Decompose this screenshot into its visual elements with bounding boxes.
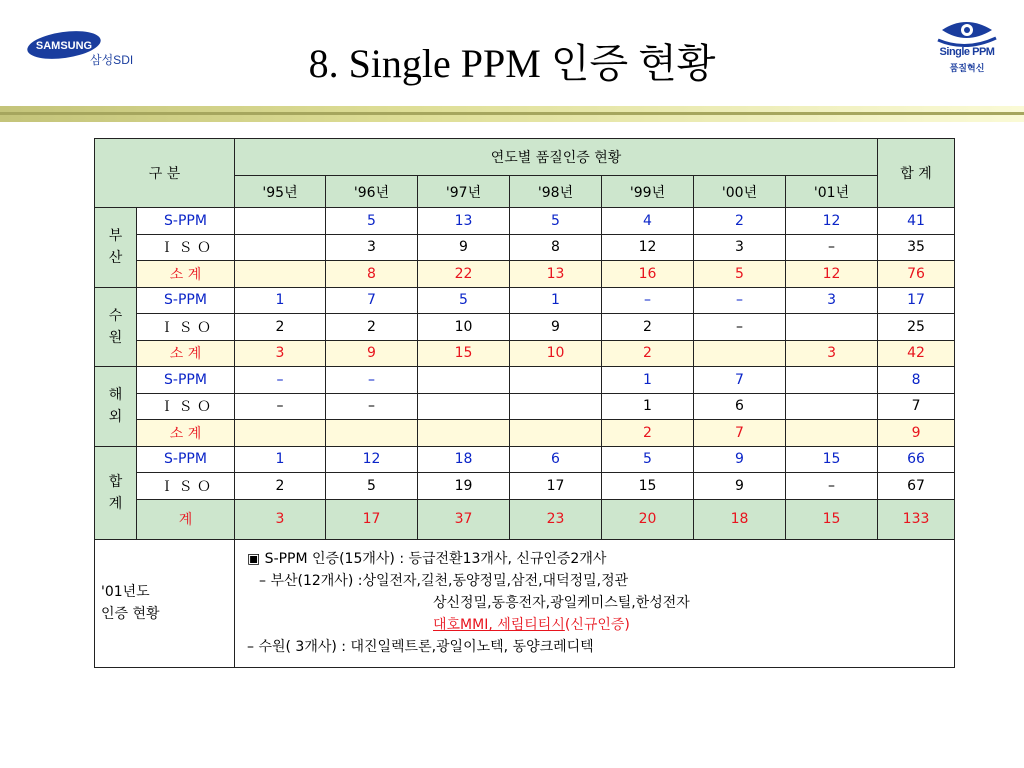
table-cell: 12 bbox=[326, 446, 418, 473]
table-cell: 9 bbox=[510, 314, 602, 341]
table-cell: 15 bbox=[602, 473, 694, 500]
brand-line2: 품질혁신 bbox=[949, 64, 985, 74]
row-label: Ｉ Ｓ Ｏ bbox=[137, 393, 235, 420]
table-cell bbox=[235, 208, 326, 235]
row-total: 66 bbox=[878, 446, 955, 473]
table-cell bbox=[418, 393, 510, 420]
row-label: S-PPM bbox=[137, 287, 235, 314]
table-cell: 5 bbox=[326, 208, 418, 235]
table-cell: 22 bbox=[418, 261, 510, 288]
row-total: 25 bbox=[878, 314, 955, 341]
year-header: '96년 bbox=[326, 176, 418, 208]
row-total: 9 bbox=[878, 420, 955, 447]
table-cell: 2 bbox=[602, 420, 694, 447]
group-label: 수 원 bbox=[95, 287, 137, 367]
table-cell bbox=[326, 420, 418, 447]
new-cert-suffix: (신규인증) bbox=[564, 617, 630, 634]
table-cell bbox=[235, 234, 326, 261]
row-label: 소 계 bbox=[137, 420, 235, 447]
notes-content bbox=[235, 539, 955, 668]
table-cell: 1 bbox=[235, 446, 326, 473]
table-cell bbox=[418, 420, 510, 447]
table-cell bbox=[510, 393, 602, 420]
new-cert-companies: 대호MMI, 세림티티시 bbox=[433, 617, 565, 634]
year-header: '99년 bbox=[602, 176, 694, 208]
row-label: 소 계 bbox=[137, 261, 235, 288]
group-label: 부 산 bbox=[95, 208, 137, 288]
table-cell: 7 bbox=[694, 420, 786, 447]
table-cell: – bbox=[326, 367, 418, 394]
table-cell: 16 bbox=[602, 261, 694, 288]
table-cell: 15 bbox=[418, 340, 510, 367]
table-cell: 13 bbox=[418, 208, 510, 235]
table-cell: – bbox=[235, 393, 326, 420]
table-cell: 2 bbox=[235, 314, 326, 341]
table-cell bbox=[235, 261, 326, 288]
table-cell: 12 bbox=[786, 261, 878, 288]
table-cell: 6 bbox=[694, 393, 786, 420]
notes-line-3: 상신정밀,동흥전자,광일케미스틸,한성전자 bbox=[433, 595, 690, 612]
table-cell: 18 bbox=[694, 499, 786, 539]
table-cell: 9 bbox=[694, 473, 786, 500]
table-cell bbox=[510, 367, 602, 394]
notes-line-1: ▣ S-PPM 인증(15개사) : 등급전환13개사, 신규인증2개사 bbox=[247, 551, 607, 568]
row-total: 133 bbox=[878, 499, 955, 539]
table-cell: 7 bbox=[326, 287, 418, 314]
table-cell: 9 bbox=[694, 446, 786, 473]
year-header: '95년 bbox=[235, 176, 326, 208]
table-cell: 2 bbox=[326, 314, 418, 341]
certification-table bbox=[94, 138, 955, 668]
table-cell: 8 bbox=[510, 234, 602, 261]
notes-year-label: '01년도 인증 현황 bbox=[95, 539, 235, 668]
year-header: '97년 bbox=[418, 176, 510, 208]
table-cell: – bbox=[786, 473, 878, 500]
table-cell: 3 bbox=[786, 287, 878, 314]
table-cell: 2 bbox=[602, 314, 694, 341]
table-cell: – bbox=[694, 287, 786, 314]
table-cell: 18 bbox=[418, 446, 510, 473]
table-cell bbox=[786, 367, 878, 394]
table-cell: 15 bbox=[786, 499, 878, 539]
logo-subtitle: 삼성SDI bbox=[90, 53, 134, 67]
corner-header: 구 분 bbox=[95, 139, 235, 208]
table-cell: 5 bbox=[510, 208, 602, 235]
table-cell bbox=[418, 367, 510, 394]
table-cell: 20 bbox=[602, 499, 694, 539]
page-title: 8. Single PPM 인증 현황 bbox=[308, 41, 716, 86]
table-cell: 5 bbox=[694, 261, 786, 288]
table-cell: 17 bbox=[510, 473, 602, 500]
table-cell: 10 bbox=[418, 314, 510, 341]
row-total: 41 bbox=[878, 208, 955, 235]
table-cell bbox=[694, 340, 786, 367]
notes-line-5: – 수원( 3개사) : 대진일렉트론,광일이노텍, 동양크레디텍 bbox=[247, 639, 594, 656]
table-cell: 1 bbox=[235, 287, 326, 314]
total-header: 합 계 bbox=[878, 139, 955, 208]
table-cell bbox=[235, 420, 326, 447]
row-label: Ｉ Ｓ Ｏ bbox=[137, 234, 235, 261]
year-header: '00년 bbox=[694, 176, 786, 208]
row-label: S-PPM bbox=[137, 208, 235, 235]
row-label: 소 계 bbox=[137, 340, 235, 367]
logo-text: SAMSUNG bbox=[35, 40, 93, 52]
table-cell: 7 bbox=[694, 367, 786, 394]
table-cell: 10 bbox=[510, 340, 602, 367]
table-cell: 5 bbox=[602, 446, 694, 473]
table-cell: 12 bbox=[786, 208, 878, 235]
table-cell: 1 bbox=[602, 393, 694, 420]
table-cell: 23 bbox=[510, 499, 602, 539]
row-label: S-PPM bbox=[137, 367, 235, 394]
table-cell: 5 bbox=[418, 287, 510, 314]
table-cell: – bbox=[326, 393, 418, 420]
table-cell: 13 bbox=[510, 261, 602, 288]
table-cell: 2 bbox=[602, 340, 694, 367]
row-total: 67 bbox=[878, 473, 955, 500]
table-cell: 6 bbox=[510, 446, 602, 473]
table-cell bbox=[786, 314, 878, 341]
table-cell: – bbox=[602, 287, 694, 314]
brand-line1: Single PPM bbox=[939, 46, 995, 58]
table-cell: 12 bbox=[602, 234, 694, 261]
table-cell: 37 bbox=[418, 499, 510, 539]
row-label: Ｉ Ｓ Ｏ bbox=[137, 473, 235, 500]
table-cell: 17 bbox=[326, 499, 418, 539]
table-cell: 1 bbox=[602, 367, 694, 394]
table-cell: – bbox=[694, 314, 786, 341]
table-cell: 19 bbox=[418, 473, 510, 500]
row-label: Ｉ Ｓ Ｏ bbox=[137, 314, 235, 341]
table-cell: 2 bbox=[235, 473, 326, 500]
table-cell: 8 bbox=[326, 261, 418, 288]
notes-line-4 bbox=[241, 614, 948, 636]
year-header: '98년 bbox=[510, 176, 602, 208]
year-group-header: 연도별 품질인증 현황 bbox=[235, 139, 878, 176]
table-cell: 3 bbox=[235, 499, 326, 539]
row-total: 17 bbox=[878, 287, 955, 314]
notes-line-2: – 부산(12개사) :상일전자,길천,동양정밀,삼전,대덕정밀,정관 bbox=[259, 573, 629, 590]
year-header: '01년 bbox=[786, 176, 878, 208]
table-cell: 4 bbox=[602, 208, 694, 235]
row-total: 35 bbox=[878, 234, 955, 261]
header-divider bbox=[0, 112, 1024, 115]
table-cell: 3 bbox=[235, 340, 326, 367]
row-label: 계 bbox=[137, 499, 235, 539]
table-cell: 9 bbox=[418, 234, 510, 261]
table-cell bbox=[786, 420, 878, 447]
group-label: 해 외 bbox=[95, 367, 137, 447]
table-cell: 3 bbox=[326, 234, 418, 261]
table-cell: 3 bbox=[786, 340, 878, 367]
row-total: 76 bbox=[878, 261, 955, 288]
row-total: 42 bbox=[878, 340, 955, 367]
table-cell: 2 bbox=[694, 208, 786, 235]
table-cell: 1 bbox=[510, 287, 602, 314]
table-cell bbox=[510, 420, 602, 447]
table-cell: 5 bbox=[326, 473, 418, 500]
table-cell: – bbox=[786, 234, 878, 261]
table-cell bbox=[786, 393, 878, 420]
row-total: 7 bbox=[878, 393, 955, 420]
row-label: S-PPM bbox=[137, 446, 235, 473]
table-cell: 3 bbox=[694, 234, 786, 261]
row-total: 8 bbox=[878, 367, 955, 394]
table-cell: – bbox=[235, 367, 326, 394]
group-label: 합 계 bbox=[95, 446, 137, 539]
table-cell: 9 bbox=[326, 340, 418, 367]
table-cell: 15 bbox=[786, 446, 878, 473]
